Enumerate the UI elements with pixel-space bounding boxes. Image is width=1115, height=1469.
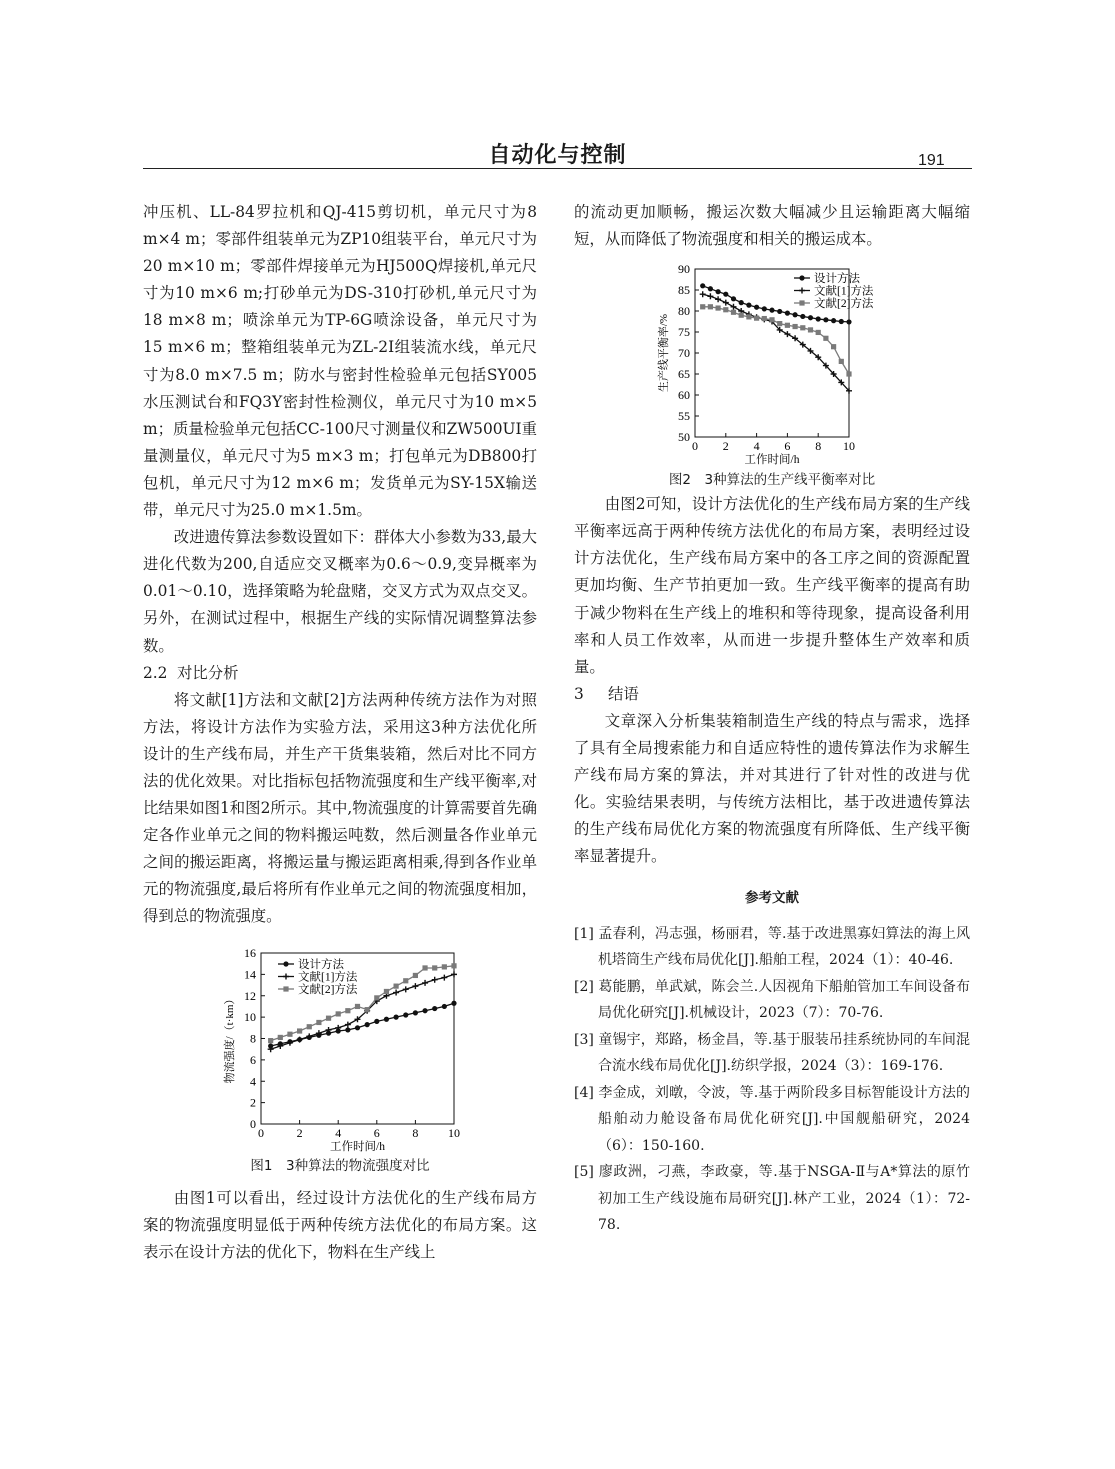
data-point xyxy=(413,972,418,977)
x-tick-label: 4 xyxy=(753,439,760,454)
y-tick-label: 14 xyxy=(244,966,256,981)
y-tick-label: 60 xyxy=(678,388,690,403)
journal-section-title: 自动化与控制 xyxy=(488,143,627,168)
x-tick-label: 6 xyxy=(784,439,791,454)
data-point xyxy=(297,1028,302,1033)
x-axis-label: 工作时间/h xyxy=(330,1140,385,1153)
section-title: 结语 xyxy=(608,684,639,703)
data-point xyxy=(746,303,751,308)
y-tick-label: 85 xyxy=(678,283,690,298)
data-point xyxy=(708,304,713,309)
y-tick-label: 16 xyxy=(244,945,256,960)
x-tick-label: 8 xyxy=(412,1125,419,1140)
x-tick-label: 8 xyxy=(815,439,822,454)
data-point xyxy=(808,327,813,332)
data-point xyxy=(785,311,790,316)
data-point xyxy=(365,1022,370,1027)
data-point xyxy=(754,305,759,310)
data-point xyxy=(297,1036,303,1042)
reference-list xyxy=(574,921,970,1239)
data-point xyxy=(700,283,705,288)
data-point xyxy=(784,331,790,337)
data-point xyxy=(422,1008,427,1013)
legend-marker xyxy=(799,301,804,306)
x-tick-label: 2 xyxy=(296,1125,303,1140)
data-point xyxy=(769,317,774,322)
legend-marker xyxy=(799,276,804,281)
data-point xyxy=(412,983,418,989)
data-point xyxy=(839,359,844,364)
data-point xyxy=(432,1006,437,1011)
x-tick-label: 0 xyxy=(692,439,698,454)
data-point xyxy=(451,963,456,968)
data-point xyxy=(777,309,782,314)
reference-item: [5] 廖政洲，刁燕，李政豪，等.基于NSGA-Ⅱ与A*算法的原竹初加工生产线设施布局研究[J].林产工业，2024（1）：72-78. xyxy=(574,1164,970,1233)
data-point xyxy=(316,1019,321,1024)
data-point xyxy=(422,979,428,985)
data-point xyxy=(394,1014,399,1019)
data-point xyxy=(326,1015,331,1020)
legend-label: 文献[1]方法 xyxy=(814,285,874,298)
y-tick-label: 10 xyxy=(244,1009,256,1024)
data-point xyxy=(384,1016,389,1021)
data-point xyxy=(393,989,399,995)
data-point xyxy=(716,306,721,311)
x-tick-label: 2 xyxy=(722,439,729,454)
data-point xyxy=(823,336,828,341)
body-paragraph: 的流动更加顺畅，搬运次数大幅减少且运输距离大幅缩短，从而降低了物流强度和相关的搬运成本。 xyxy=(574,203,970,249)
y-tick-label: 0 xyxy=(250,1116,256,1131)
data-point xyxy=(793,312,798,317)
data-point xyxy=(307,1024,312,1029)
y-tick-label: 2 xyxy=(250,1095,256,1110)
page-number: 191 xyxy=(918,152,945,169)
legend-label: 文献[2]方法 xyxy=(814,298,874,311)
references-heading: 参考文献 xyxy=(745,889,799,906)
data-point xyxy=(731,310,736,315)
data-point xyxy=(746,314,751,319)
data-point xyxy=(268,1038,273,1043)
data-point xyxy=(374,995,379,1000)
data-point xyxy=(831,344,836,349)
data-point xyxy=(800,325,805,330)
y-tick-label: 90 xyxy=(678,262,690,277)
body-paragraph: 文章深入分析集装箱制造生产线的特点与需求，选择了具有全局搜索能力和自适应特性的遗传算法作为求解生产线布局方案的算法，并对其进行了针对性的改进与优化。实验结果表明，与传统方法相比，基于改进遗传算法的生产线布局优化方案的物流强度有所降低、生产线平衡率显著提升。 xyxy=(574,711,970,866)
data-point xyxy=(739,313,744,318)
x-axis-label: 工作时间/h xyxy=(744,454,800,467)
section-title: 对比分析 xyxy=(177,663,239,682)
reference-item: [3] 童锡宇，郑路，杨金昌，等.基于服装吊挂系统协同的车间混合流水线布局优化[J].纺织学报，2024（3）：169-176. xyxy=(574,1031,970,1074)
data-point xyxy=(432,976,438,982)
data-point xyxy=(278,1034,283,1039)
section-heading xyxy=(143,660,537,687)
data-point xyxy=(716,289,721,294)
reference-item: [4] 李金成，刘暾，令波，等.基于两阶段多目标智能设计方法的船舶动力舱设备布局优化研究[J].中国舰船研究，2024（6）：150-160. xyxy=(574,1084,970,1154)
data-point xyxy=(451,1000,456,1005)
data-point xyxy=(700,291,706,297)
reference-item: [1] 孟春利，冯志强，杨丽君，等.基于改进黑寡妇算法的海上风机塔筒生产线布局优化[J].船舶工程，2024（1）：40-46. xyxy=(574,925,970,968)
data-point xyxy=(762,306,767,311)
data-point xyxy=(403,978,408,983)
legend-label: 设计方法 xyxy=(298,958,344,971)
data-point xyxy=(374,1018,379,1023)
data-point xyxy=(700,304,705,309)
data-point xyxy=(345,1021,351,1027)
data-point xyxy=(731,304,737,310)
data-point xyxy=(808,315,813,320)
data-point xyxy=(345,1027,350,1032)
body-paragraph: 由图1可以看出，经过设计方法优化的生产线布局方案的物流强度明显低于两种传统方法优化的布局方案。这表示在设计方法的优化下，物料在生产线上 xyxy=(143,1188,537,1261)
x-tick-label: 6 xyxy=(373,1125,380,1140)
y-tick-label: 75 xyxy=(678,325,690,340)
data-point xyxy=(708,286,713,291)
figure-caption: 图2 3种算法的生产线平衡率对比 xyxy=(668,472,876,489)
data-point xyxy=(365,1007,370,1012)
legend-marker xyxy=(283,961,288,966)
data-point xyxy=(823,317,828,322)
data-point xyxy=(723,307,728,312)
section-heading xyxy=(574,681,970,708)
data-point xyxy=(754,316,759,321)
data-point xyxy=(739,300,744,305)
figure-caption: 图1 3种算法的物流强度对比 xyxy=(250,1157,430,1174)
data-point xyxy=(422,965,427,970)
data-point xyxy=(287,1031,292,1036)
legend-label: 文献[2]方法 xyxy=(298,983,358,996)
x-tick-label: 0 xyxy=(258,1125,264,1140)
reference-item: [2] 葛能鹏，单武斌，陈会兰.人因视角下船舶管加工车间设备布局优化研究[J].机械设计，2023（7）：70-76. xyxy=(574,978,970,1021)
y-tick-label: 8 xyxy=(250,1031,256,1046)
data-point xyxy=(769,308,774,313)
data-point xyxy=(336,1011,341,1016)
y-tick-label: 12 xyxy=(244,988,256,1003)
data-point xyxy=(355,1003,360,1008)
data-point xyxy=(413,1010,418,1015)
body-paragraph: 改进遗传算法参数设置如下：群体大小参数为33,最大进化代数为200,自适应交叉概率为0.6～0.9,变异概率为0.01～0.10，选择策略为轮盘赌，交叉方式为双点交叉。另外，在测试过程中，根据生产线的实际情况调整算法参数。 xyxy=(143,528,537,655)
data-point xyxy=(785,323,790,328)
legend-marker xyxy=(283,986,288,991)
header-rule xyxy=(143,168,972,169)
data-point xyxy=(831,318,836,323)
y-tick-label: 65 xyxy=(678,367,690,382)
data-point xyxy=(384,988,389,993)
figure-2 xyxy=(574,259,970,491)
data-point xyxy=(355,1025,360,1030)
section-number: 3 xyxy=(574,684,584,703)
y-tick-label: 55 xyxy=(678,409,690,424)
data-point xyxy=(451,971,457,977)
data-point xyxy=(800,314,805,319)
body-paragraph: 将文献[1]方法和文献[2]方法两种传统方法作为对照方法，将设计方法作为实验方法，采用这3种方法优化所设计的生产线布局，并生产干货集装箱，然后对比不同方法的优化效果。对比指标包括物流强度和生产线平衡率,对比结果如图1和图2所示。其中,物流强度的计算需要首先确定各作业单元之间的物料搬运吨数，然后测量各作业单元之间的搬运距离，将搬运量与搬运距离相乘,得到各作业单元的物流强度,最后将所有作业单元之间的物流强度相加，得到总的物流强度。 xyxy=(143,690,537,926)
legend-label: 文献[1]方法 xyxy=(298,971,358,984)
data-point xyxy=(403,986,409,992)
x-tick-label: 10 xyxy=(843,439,855,454)
y-axis-label: 物流强度/（t·km） xyxy=(224,993,236,1083)
x-tick-label: 4 xyxy=(335,1125,342,1140)
data-point xyxy=(394,983,399,988)
body-paragraph: 由图2可知，设计方法优化的生产线布局方案的生产线平衡率远高于两种传统方法优化的布局方案，表明经过设计方法优化，生产线布局方案中的各工序之间的资源配置更加均衡、生产节拍更加一致。生产线平衡率的提高有助于减少物料在生产线上的堆积和等待现象，提高设备利用率和人员工作效率，从而进一步提升整体生产效率和质量。 xyxy=(574,495,970,676)
y-tick-label: 80 xyxy=(678,304,690,319)
figure-1-chart xyxy=(143,937,537,1155)
y-tick-label: 6 xyxy=(250,1052,256,1067)
data-point xyxy=(442,964,447,969)
legend-label: 设计方法 xyxy=(814,273,860,286)
right-column xyxy=(574,199,970,1239)
y-tick-label: 50 xyxy=(678,430,690,445)
data-point xyxy=(762,316,767,321)
data-point xyxy=(846,372,851,377)
y-tick-label: 70 xyxy=(678,346,690,361)
data-point xyxy=(723,300,729,306)
left-column xyxy=(143,199,537,1266)
data-point xyxy=(715,296,721,302)
data-point xyxy=(403,1012,408,1017)
figure-1 xyxy=(143,937,537,1177)
data-point xyxy=(839,319,844,324)
figure-2-chart xyxy=(574,259,970,469)
y-axis-label: 生产线平衡率/% xyxy=(658,314,670,393)
body-paragraph: 冲压机、LL-84罗拉机和QJ-415剪切机，单元尺寸为8 m×4 m；零部件组装单元为ZP10组装平台，单元尺寸为20 m×10 m；零部件焊接单元为HJ500Q焊接机,单元尺寸为10 m×6 m;打砂单元为DS-310打砂机,单元尺寸为18 m×8 m；喷涂单元为TP-6G喷涂设备，单元尺寸为15 m×6 m；整箱组装单元为ZL-2I组装流水线，单元尺寸为8.0 m×7.5 m；防水与密封性检验单元包括SY005水压测试台和FQ3Y密封性检测仪，单元尺寸为10 m×5 m；质量检验单元包括CC-100尺寸测量仪和ZW500UI重量测量仪，单元尺寸为5 m×3 m；打包单元为DB800打包机，单元尺寸为12 m×6 m；发货单元为SY-15X输送带，单元尺寸为25.0 m×1.5m。 xyxy=(143,203,537,520)
data-point xyxy=(816,317,821,322)
section-number: 2.2 xyxy=(143,663,168,682)
plot-frame xyxy=(261,953,454,1124)
data-point xyxy=(846,320,851,325)
y-tick-label: 4 xyxy=(250,1073,256,1088)
data-point xyxy=(793,324,798,329)
legend-marker xyxy=(799,288,805,294)
data-point xyxy=(816,330,821,335)
data-point xyxy=(432,965,437,970)
data-point xyxy=(345,1008,350,1013)
data-point xyxy=(731,296,736,301)
data-point xyxy=(442,1003,447,1008)
data-point xyxy=(707,293,713,299)
legend-marker xyxy=(283,973,289,979)
x-tick-label: 10 xyxy=(448,1125,460,1140)
data-point xyxy=(777,321,782,326)
data-point xyxy=(723,292,728,297)
data-point xyxy=(441,974,447,980)
